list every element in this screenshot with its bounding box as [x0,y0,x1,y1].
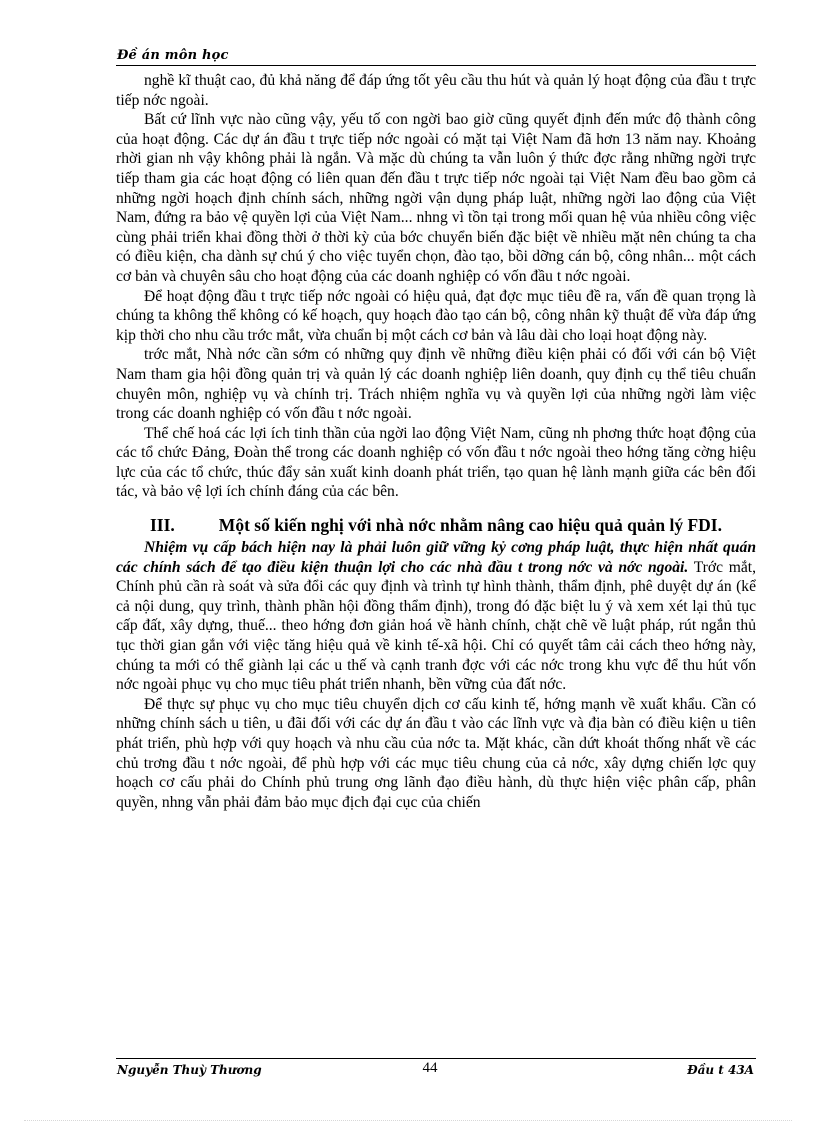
page-edge-divider [24,1120,792,1121]
paragraph-5: Thể chế hoá các lợi ích tinh thần của ngời lao động Việt Nam, cũng nh phơng thức hoạt động của các tổ chức Đảng, Đoàn thể trong các doanh nghiệp có vốn đầu t nớc ngoài theo hớng tăng cờng hiệu lực của các tổ chức, thúc đẩy sản xuất kinh doanh phát triển, tạo quan hệ lành mạnh giữa các bên đối tác, và bảo vệ lợi ích chính đáng của các bên. [116,424,756,501]
paragraph-1: nghề kĩ thuật cao, đủ khả năng để đáp ứng tốt yêu cầu thu hút và quản lý hoạt động của đầu t trực tiếp nớc ngoài. [116,72,756,109]
section-number: III. [149,515,175,536]
footer-class: Đầu t 43A [687,1063,754,1077]
paragraph-6 [116,538,756,695]
footer-author: Nguyễn Thuỳ Thương [117,1063,262,1077]
emphasis-text: Nhiệm vụ cấp bách hiện nay là phải luôn giữ vững kỷ cơng pháp luật, thực hiện nhất quán các chính sách để tạo điều kiện thuận lợi cho các nhà đầu t trong nớc và nớc ngoài. [116,539,756,576]
paragraph-2: Bất cứ lĩnh vực nào cũng vậy, yếu tố con ngời bao giờ cũng quyết định đến mức độ thành công của hoạt động. Các dự án đầu t trực tiếp nớc ngoài có mặt tại Việt Nam đã hơn 13 năm nay. Khoảng rhời gian nh vậy không phải là ngắn. Và mặc dù chúng ta vẫn luôn ý thức đợc rằng những ngời trực tiếp tham gia các hoạt động có liên quan đến đầu t trực tiếp nớc ngoài tại Việt Nam đều bao gồm cả những ngời hoạch định chính sách, những ngời vận dụng pháp luật, những ngời lao động của Việt Nam, đứng ra bảo vệ quyền lợi của Việt Nam... nhng vì tồn tại trong mối quan hệ vủa nhiều công việc cùng phải triển khai đồng thời ở thời kỳ của bớc chuyển biến đặc biệt về nhiều mặt nên chúng ta cha có điều kiện, cha dành sự chú ý cho việc tuyển chọn, đào tạo, bồi dỡng cán bộ, công nhân... một cách cơ bản và chuyên sâu cho hoạt động của các doanh nghiệp có vốn đầu t nớc ngoài. [116,111,756,285]
paragraph-6-rest: Trớc mắt, Chính phủ cần rà soát và sửa đổi các quy định và trình tự hình thành, thẩm định, phê duyệt dự án (kể cả nội dung, quy trình, thành phần hội đồng thẩm định), trong đó đặc biệt lu ý và xem xét lại thủ tục cấp đất, xây dựng, thuế... theo hớng đơn giản hoá về hành chính, chặt chẽ về luật pháp, rút ngắn thủ tục thời gian gắn với việc tăng hiệu quả về kinh tế-xã hội. Chỉ có quyết tâm cải cách theo hớng này, chúng ta mới có thể giành lại các u thế và cạnh tranh đợc với các nớc trong khu vực để thu hút vốn nớc ngoài phục vụ cho mục tiêu phát triển nhanh, bền vững của đất nớc. [116,558,756,694]
section-heading [116,514,756,536]
page-header-title: Đề án môn học [117,48,229,63]
paragraph-4: trớc mắt, Nhà nớc cần sớm có những quy định về những điều kiện phải có đối với cán bộ Việt Nam tham gia hội đồng quản trị và quản lý các doanh nghiệp liên doanh, quy định cụ thể tiêu chuẩn chuyên môn, nghiệp vụ và chính trị. Trách nhiệm nghĩa vụ và quyền lợi của những ngời làm việc trong các doanh nghiệp có vốn đầu t nớc ngoài. [116,346,756,423]
header-rule [116,65,756,66]
document-body [116,71,756,812]
paragraph-3: Để hoạt động đầu t trực tiếp nớc ngoài có hiệu quả, đạt đợc mục tiêu đề ra, vấn đề quan trọng là chúng ta không thể không có kế hoạch, quy hoạch đào tạo cán bộ, công nhân kỹ thuật để vừa đáp ứng kịp thời cho nhu cầu trớc mắt, vừa chuẩn bị một cách cơ bản và lâu dài cho loại hoạt động này. [116,287,756,344]
paragraph-7: Để thực sự phục vụ cho mục tiêu chuyển dịch cơ cấu kinh tế, hớng mạnh về xuất khẩu. Cần có những chính sách u tiên, u đãi đối với các dự án đầu t vào các lĩnh vực và địa bàn có điều kiện u tiên phát triển, phù hợp với quy hoạch và nhu cầu của nớc ta. Mặt khác, cần dứt khoát thống nhất về các chủ trơng đầu t nớc ngoài, để phù hợp với các mục tiêu chung của cả nớc, xây dựng chiến lợc quy hoạch cơ cấu phải do Chính phủ trung ơng lãnh đạo điều hành, dù thực hiện việc phân cấp, phân quyền, nhng vẫn phải đảm bảo mục địch đại cục của chiến [116,695,756,811]
page-number: 44 [422,1060,438,1076]
footer-rule [116,1058,756,1059]
section-title: Một số kiến nghị với nhà nớc nhằm nâng cao hiệu quả quản lý FDI. [218,515,722,536]
